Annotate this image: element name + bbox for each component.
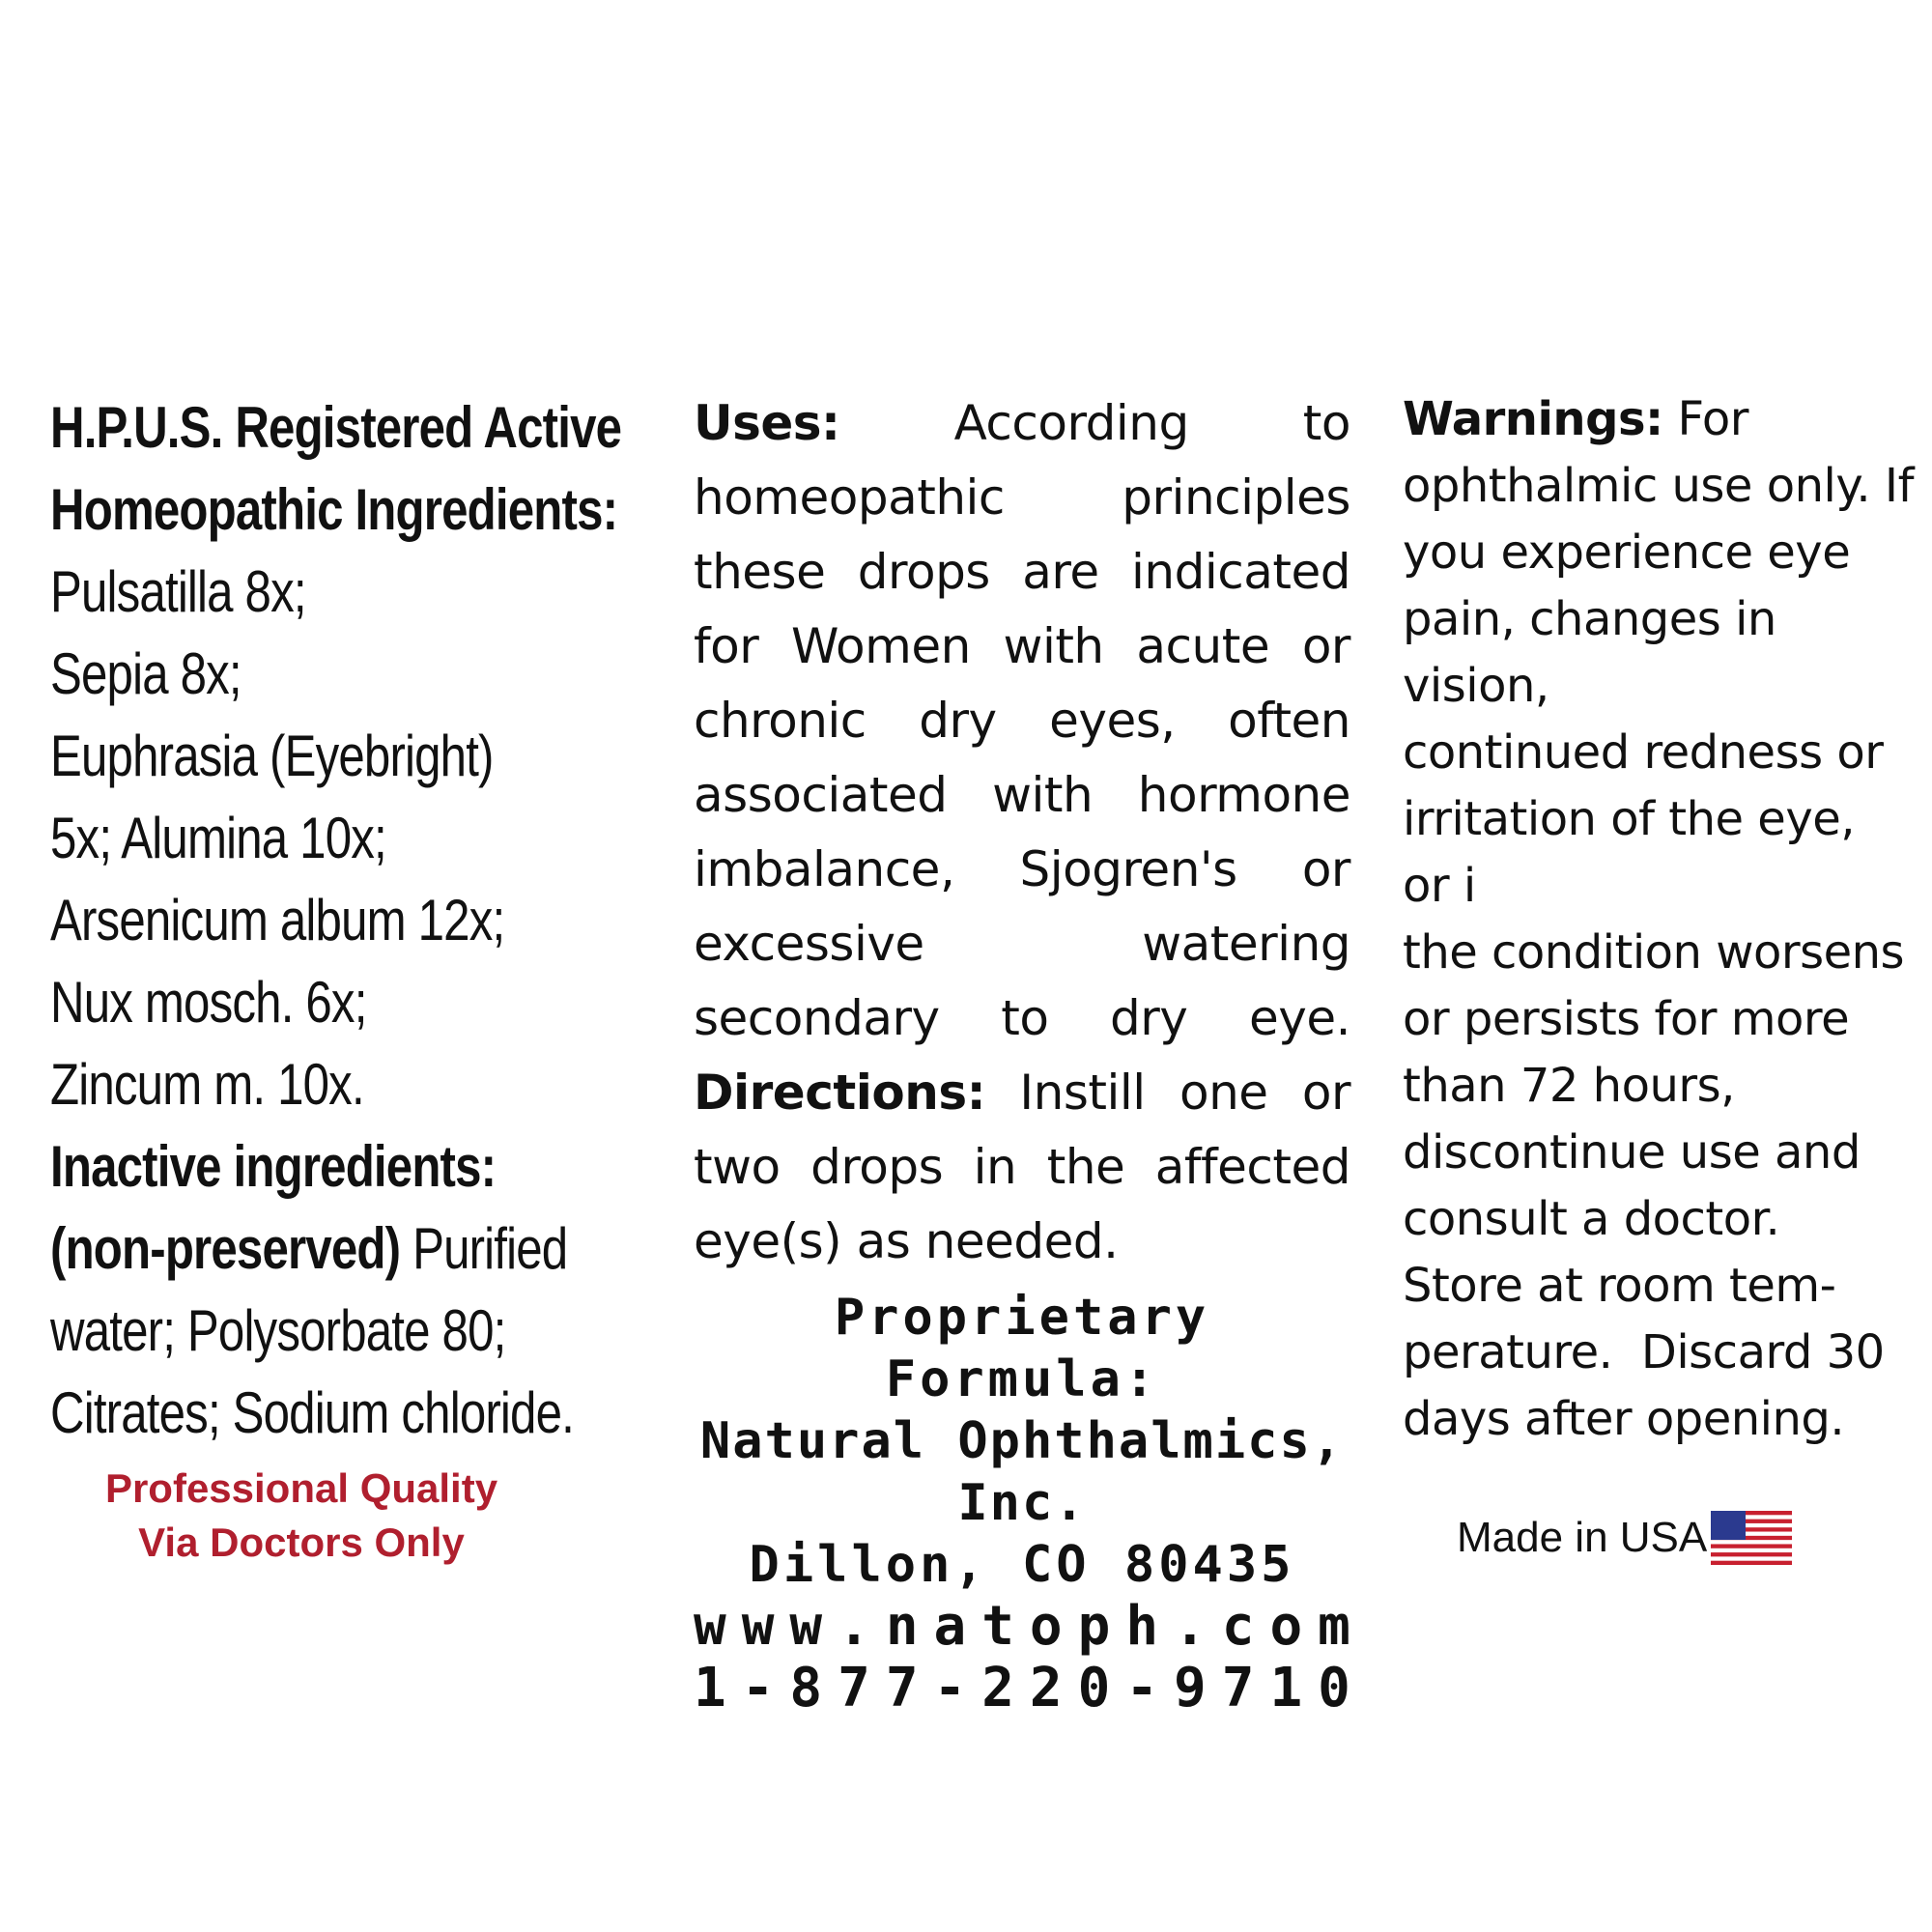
uses-label: Uses: bbox=[694, 395, 840, 451]
storage-line: perature. Discard 30 bbox=[1403, 1325, 1885, 1379]
spread-char: 2 bbox=[981, 1657, 1014, 1719]
warnings-line: than 72 hours, bbox=[1403, 1059, 1735, 1113]
inactive-line-3: Citrates; Sodium chloride. bbox=[50, 1380, 574, 1445]
uses-text: According to homeopathic principles these drops are indicated for Women with acute or chronic dry eyes, often associated with hormone imbalance, Sjogren's or excessive watering secondary to dry eye. bbox=[694, 395, 1350, 1046]
spread-char: a bbox=[933, 1595, 967, 1658]
spread-char: o bbox=[1029, 1595, 1063, 1658]
storage-line: Store at room tem- bbox=[1403, 1259, 1836, 1313]
spread-char: 7 bbox=[885, 1657, 919, 1719]
non-preserved-label: (non-preserved) bbox=[50, 1216, 401, 1281]
spread-char: 1 bbox=[1269, 1657, 1303, 1719]
warnings-line: continued redness or bbox=[1403, 725, 1884, 780]
spread-char: . bbox=[1174, 1595, 1207, 1658]
spread-char: t bbox=[981, 1595, 1014, 1658]
professional-line-2: Via Doctors Only bbox=[138, 1520, 465, 1565]
warnings-line: discontinue use and bbox=[1403, 1125, 1861, 1179]
spread-char: . bbox=[838, 1595, 870, 1658]
spread-char: 0 bbox=[1318, 1657, 1350, 1719]
spread-char: c bbox=[1221, 1595, 1255, 1658]
spread-char: - bbox=[1125, 1657, 1159, 1719]
warnings-line: ophthalmic use only. If bbox=[1403, 459, 1914, 513]
spread-char: o bbox=[1269, 1595, 1303, 1658]
phone-number bbox=[694, 1658, 1350, 1719]
inactive-text: Purified bbox=[400, 1216, 568, 1281]
spread-char: 0 bbox=[1077, 1657, 1111, 1719]
ingredient-line: 5x; Alumina 10x; bbox=[50, 806, 386, 870]
spread-char: 9 bbox=[1174, 1657, 1207, 1719]
warnings-text: For bbox=[1662, 392, 1748, 446]
made-in-usa bbox=[1457, 1511, 1915, 1565]
warnings-line: or persists for more bbox=[1403, 992, 1850, 1046]
warnings-line: you experience eye bbox=[1403, 526, 1851, 580]
active-ingredients-heading-2: Homeopathic Ingredients: bbox=[50, 477, 618, 542]
uses-directions-column bbox=[694, 386, 1350, 1719]
spread-char: h bbox=[1125, 1595, 1159, 1658]
proprietary-formula: Proprietary Formula: bbox=[834, 1289, 1210, 1408]
professional-line-1: Professional Quality bbox=[104, 1465, 498, 1511]
uses-paragraph bbox=[694, 386, 1350, 1279]
ingredient-line: Zincum m. 10x. bbox=[50, 1052, 364, 1117]
warnings-line: consult a doctor. bbox=[1403, 1192, 1780, 1246]
inactive-line-2: water; Polysorbate 80; bbox=[50, 1298, 506, 1363]
warnings-column bbox=[1403, 386, 1915, 1565]
spread-char: n bbox=[885, 1595, 919, 1658]
spread-char: - bbox=[933, 1657, 967, 1719]
spread-char: 7 bbox=[838, 1657, 870, 1719]
warnings-line bbox=[1403, 386, 1915, 453]
spread-char: w bbox=[741, 1595, 775, 1658]
company-name: Natural Ophthalmics, Inc. bbox=[699, 1412, 1345, 1532]
inactive-line-1 bbox=[50, 1208, 568, 1290]
professional-quality-note bbox=[50, 1462, 553, 1570]
warnings-line: the condition worsens bbox=[1403, 925, 1905, 980]
ingredient-line: Pulsatilla 8x; bbox=[50, 559, 306, 624]
spread-char: w bbox=[789, 1595, 823, 1658]
made-in-usa-label: Made in USA bbox=[1457, 1514, 1708, 1561]
ingredient-line: Sepia 8x; bbox=[50, 641, 242, 706]
warnings-line: irritation of the eye, or i bbox=[1403, 792, 1856, 913]
directions-text: Instill one or two drops in the affected eye(s) as needed. bbox=[694, 1065, 1350, 1269]
directions-label: Directions: bbox=[694, 1065, 986, 1121]
ingredient-line: Nux mosch. 6x; bbox=[50, 970, 367, 1035]
spread-char: 8 bbox=[789, 1657, 823, 1719]
us-flag-icon bbox=[1711, 1511, 1792, 1565]
company-block bbox=[694, 1287, 1350, 1596]
storage-line: days after opening. bbox=[1403, 1392, 1845, 1446]
warnings-paragraph bbox=[1403, 386, 1915, 1453]
spread-char: 2 bbox=[1029, 1657, 1063, 1719]
spread-char: - bbox=[741, 1657, 775, 1719]
ingredient-line: Euphrasia (Eyebright) bbox=[50, 724, 494, 788]
spread-char: 1 bbox=[694, 1657, 726, 1719]
warnings-label: Warnings: bbox=[1403, 392, 1663, 446]
spread-char: w bbox=[694, 1595, 726, 1658]
company-city: Dillon, CO 80435 bbox=[749, 1536, 1295, 1594]
warnings-line: pain, changes in vision, bbox=[1403, 592, 1776, 713]
active-ingredients-heading-1: H.P.U.S. Registered Active bbox=[50, 395, 622, 460]
ingredient-line: Arsenicum album 12x; bbox=[50, 888, 505, 952]
website bbox=[694, 1596, 1350, 1658]
inactive-ingredients-heading: Inactive ingredients: bbox=[50, 1134, 497, 1199]
spread-char: m bbox=[1318, 1595, 1350, 1658]
spread-char: p bbox=[1077, 1595, 1111, 1658]
spread-char: 7 bbox=[1221, 1657, 1255, 1719]
ingredients-column bbox=[50, 386, 668, 1570]
